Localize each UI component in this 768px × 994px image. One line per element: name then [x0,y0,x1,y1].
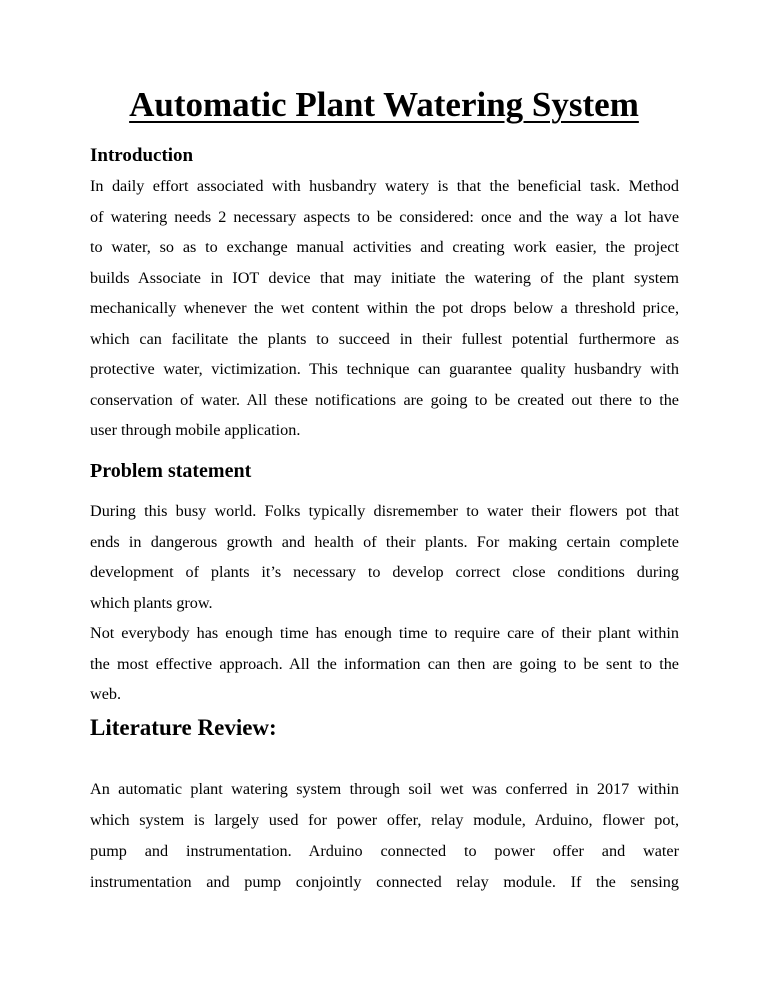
heading-literature-review: Literature Review: [90,715,277,740]
paragraph-line: user through mobile application. [90,421,301,439]
paragraph-line: of watering needs 2 necessary aspects to be considered: once and the way a lot have [90,207,679,226]
paragraph-line: development of plants it’s necessary to develop correct close conditions during [90,563,679,581]
paragraph-line: An automatic plant watering system through soil wet was conferred in 2017 within [90,780,679,798]
paragraph-line: web. [90,685,122,703]
paragraph-line: pump and instrumentation. Arduino connected to power offer and water [90,842,679,860]
paragraph-line: Not everybody has enough time has enough time to require care of their plant within [90,624,679,642]
document-title: Automatic Plant Watering System [129,85,639,124]
paragraph-line: instrumentation and pump conjointly connected relay module. If the sensing [90,873,679,891]
paragraph-line: In daily effort associated with husbandry watery is that the beneficial task. Method [90,177,679,195]
paragraph-line: ends in dangerous growth and health of their plants. For making certain complete [90,532,679,551]
paragraph-line: which system is largely used for power offer, relay module, Arduino, flower pot, [90,811,679,829]
paragraph-line: During this busy world. Folks typically disremember to water their flowers pot that [90,502,679,520]
paragraph-line: protective water, victimization. This technique can guarantee quality husbandry with [90,360,679,378]
paragraph-line: which can facilitate the plants to succeed in their fullest potential furthermore as [90,329,679,348]
paragraph-line: builds Associate in IOT device that may initiate the watering of the plant system [90,268,679,287]
literature-paragraph [90,774,679,898]
paragraph-line: mechanically whenever the wet content within the pot drops below a threshold price, [90,299,679,317]
problem-paragraph-2 [90,618,679,710]
paragraph-line: the most effective approach. All the information can then are going to be sent to the [90,654,679,673]
paragraph-line: which plants grow. [90,593,213,612]
paragraph-line: to water, so as to exchange manual activities and creating work easier, the project [90,238,679,256]
problem-paragraph-1 [90,496,679,618]
paragraph-line: conservation of water. All these notifications are going to be created out there to the [90,390,679,409]
heading-introduction: Introduction [90,145,194,166]
heading-problem-statement: Problem statement [90,460,252,482]
introduction-paragraph [90,171,679,446]
